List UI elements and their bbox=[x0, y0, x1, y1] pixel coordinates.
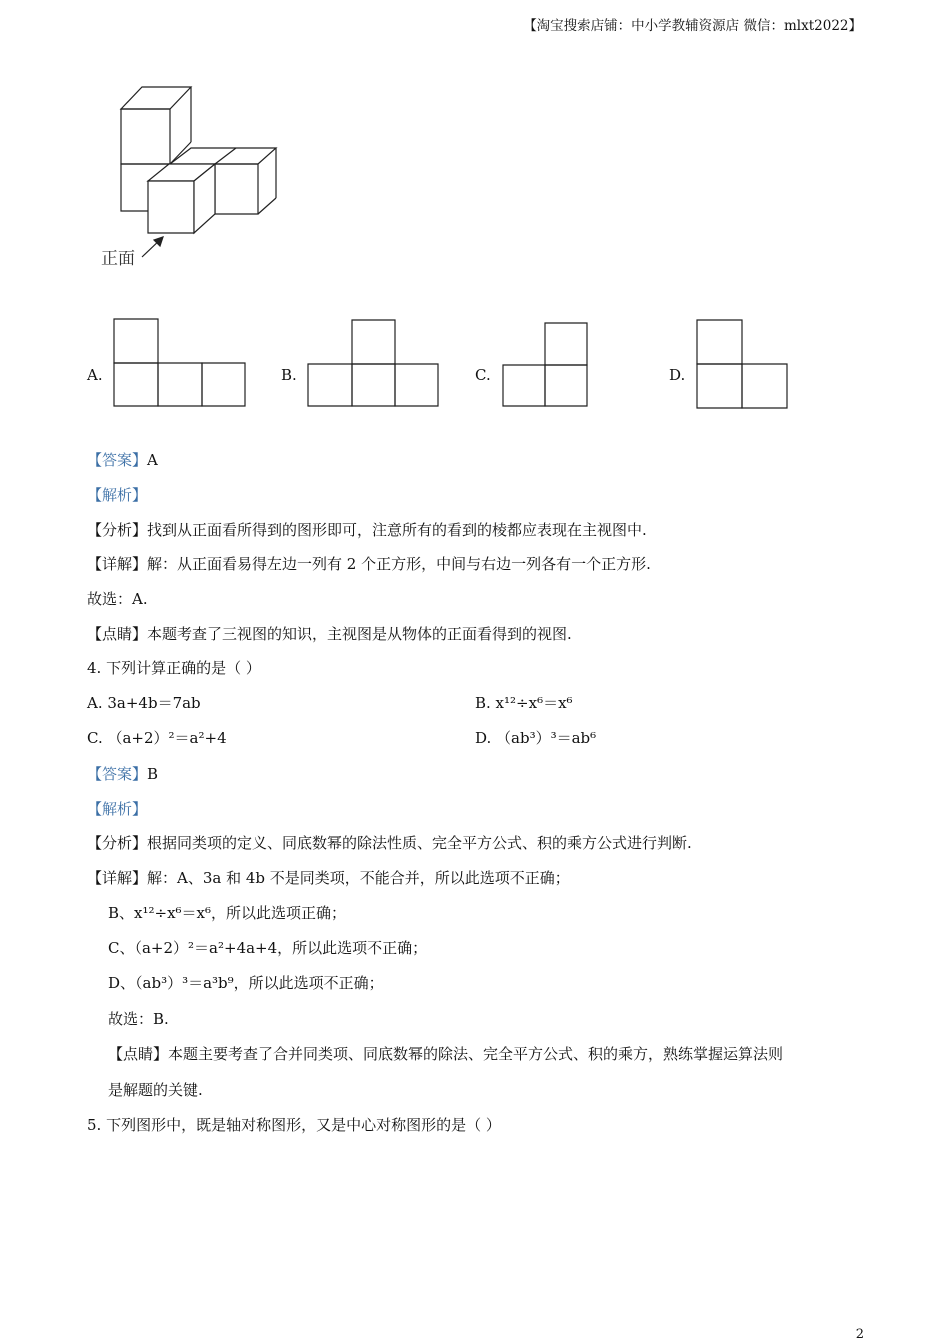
q4-note-continued: 是解题的关键. bbox=[108, 1081, 203, 1099]
detail-text-a: 解：A、3a 和 4b 不是同类项，不能合并，所以此选项不正确； bbox=[147, 869, 570, 887]
answer-value: A bbox=[147, 451, 158, 469]
q5-stem: 5. 下列图形中，既是轴对称图形，又是中心对称图形的是（ ） bbox=[87, 1116, 501, 1134]
page-number: 2 bbox=[855, 1327, 864, 1342]
q3-note bbox=[87, 624, 572, 644]
q4-answer bbox=[87, 764, 158, 784]
q4-option-c: C. （a+2）²＝a²+4 bbox=[87, 729, 227, 747]
q4-note bbox=[108, 1044, 783, 1064]
option-c-figure bbox=[501, 321, 593, 410]
option-c-label: C. bbox=[475, 366, 491, 384]
option-a-figure bbox=[112, 316, 248, 410]
q4-choose: 故选：B. bbox=[108, 1010, 169, 1028]
note-tag: 【点睛】 bbox=[108, 1045, 169, 1063]
q3-choose: 故选：A. bbox=[87, 590, 148, 608]
q4-analysis-tag: 【解析】 bbox=[87, 800, 148, 818]
q4-detail-a bbox=[87, 868, 570, 888]
q3-analysis-tag: 【解析】 bbox=[87, 486, 148, 504]
q4-detail-c: C、（a+2）²＝a²+4a+4，所以此选项不正确； bbox=[108, 939, 428, 957]
note-text-1: 本题主要考查了合并同类项、同底数幂的除法、完全平方公式、积的乘方，熟练掌握运算法则 bbox=[168, 1045, 784, 1063]
note-tag: 【点睛】 bbox=[87, 625, 148, 643]
option-a-label: A. bbox=[87, 366, 103, 384]
fenxi-text: 根据同类项的定义、同底数幂的除法性质、完全平方公式、积的乘方公式进行判断. bbox=[147, 834, 692, 852]
page-header: 【淘宝搜索店铺：中小学教辅资源店 微信：mlxt2022】 bbox=[523, 18, 862, 34]
detail-tag: 【详解】 bbox=[87, 555, 148, 573]
q4-stem: 4. 下列计算正确的是（ ） bbox=[87, 659, 261, 677]
answer-value: B bbox=[147, 765, 159, 783]
q4-option-d: D. （ab³）³＝ab⁶ bbox=[475, 729, 597, 747]
q3-detail bbox=[87, 554, 651, 574]
answer-tag: 【答案】 bbox=[87, 765, 148, 783]
fenxi-text: 找到从正面看所得到的图形即可，注意所有的看到的棱都应表现在主视图中. bbox=[147, 521, 647, 539]
detail-text: 解：从正面看易得左边一列有 2 个正方形，中间与右边一列各有一个正方形. bbox=[147, 555, 651, 573]
option-b-label: B. bbox=[281, 366, 297, 384]
option-d-label: D. bbox=[669, 366, 686, 384]
q4-detail-b: B、x¹²÷x⁶＝x⁶，所以此选项正确； bbox=[108, 904, 347, 922]
q4-fenxi bbox=[87, 833, 692, 853]
front-direction-label: 正面 bbox=[101, 249, 135, 269]
fenxi-tag: 【分析】 bbox=[87, 834, 148, 852]
option-d-figure bbox=[695, 318, 791, 411]
note-text: 本题考查了三视图的知识，主视图是从物体的正面看得到的视图. bbox=[147, 625, 572, 643]
fenxi-tag: 【分析】 bbox=[87, 521, 148, 539]
detail-tag: 【详解】 bbox=[87, 869, 148, 887]
answer-tag: 【答案】 bbox=[87, 451, 148, 469]
option-b-figure bbox=[306, 318, 442, 410]
q3-fenxi bbox=[87, 520, 647, 540]
q4-option-b: B. x¹²÷x⁶＝x⁶ bbox=[475, 694, 573, 712]
q4-option-a: A. 3a+4b＝7ab bbox=[87, 694, 201, 712]
isometric-cubes-figure bbox=[90, 80, 290, 270]
q4-detail-d: D、（ab³）³＝a³b⁹，所以此选项不正确； bbox=[108, 974, 384, 992]
q3-answer bbox=[87, 450, 158, 470]
